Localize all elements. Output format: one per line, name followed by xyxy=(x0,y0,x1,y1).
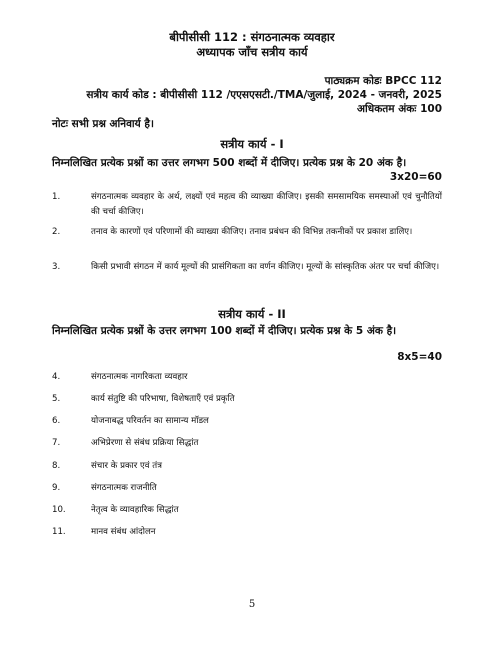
question-text: किसी प्रभावी संगठन में कार्य मूल्यों की प्रासंगिकता का वर्णन कीजिए। मूल्यों के सांस्कृतिक अंतर पर चर्चा कीजिए। xyxy=(91,262,440,272)
page-number: 5 xyxy=(248,599,256,610)
assignment-title: अध्यापक जाँच सत्रीय कार्य xyxy=(196,45,308,59)
question-3 xyxy=(52,260,442,275)
section-2-marks: 8x5=40 xyxy=(397,351,442,363)
question-text: अभिप्रेरणा से संबंध प्रक्रिया सिद्धांत xyxy=(91,438,199,448)
question-number: 11. xyxy=(52,527,66,537)
question-5 xyxy=(52,392,442,407)
question-6 xyxy=(52,414,442,429)
question-7 xyxy=(52,436,442,451)
section-1-marks: 3x20=60 xyxy=(389,171,442,183)
question-11 xyxy=(52,525,442,540)
question-8 xyxy=(52,459,442,474)
question-text: मानव संबंध आंदोलन xyxy=(91,527,156,537)
question-2 xyxy=(52,225,442,240)
section-1-title: सत्रीय कार्य - I xyxy=(220,137,284,151)
course-title: बीपीसीसी 112 : संगठनात्मक व्यवहार xyxy=(169,30,335,44)
question-number: 6. xyxy=(52,416,61,426)
question-text: संगठनात्मक व्यवहार के अर्थ, लक्ष्यों एवं महत्व की व्याख्या कीजिए। इसकी समसामयिक समस्याओं एवं चुनौतियों की चर्चा कीजिए। xyxy=(91,192,442,217)
note: नोटः सभी प्रश्न अनिवार्य है। xyxy=(52,118,154,130)
question-number: 3. xyxy=(52,262,61,272)
question-text: नेतृत्व के व्यावहारिक सिद्धांत xyxy=(91,505,179,515)
question-text: योजनाबद्ध परिवर्तन का सामान्य मॉडल xyxy=(91,416,209,426)
question-text: तनाव के कारणों एवं परिणामों की व्याख्या कीजिए। तनाव प्रबंधन की विभिन्न तकनीकों पर प्रकाश डालिए। xyxy=(91,227,413,237)
question-text: कार्य संतुष्टि की परिभाषा, विशेषताएँ एवं प्रकृति xyxy=(91,394,235,404)
question-number: 5. xyxy=(52,394,61,404)
question-4 xyxy=(52,370,442,385)
question-text: संगठनात्मक नागरिकता व्यवहार xyxy=(91,372,188,382)
question-number: 8. xyxy=(52,461,61,471)
question-number: 9. xyxy=(52,483,61,493)
question-number: 4. xyxy=(52,372,61,382)
max-marks: अधिकतम अंकः 100 xyxy=(357,103,442,115)
question-text: संचार के प्रकार एवं तंत्र xyxy=(91,461,162,471)
question-10 xyxy=(52,503,442,518)
question-1 xyxy=(52,190,442,219)
section-1-instruction: निम्नलिखित प्रत्येक प्रश्नों का उत्तर लगभग 500 शब्दों में दीजिए। प्रत्येक प्रश्न के 20 अंक है। xyxy=(52,157,407,169)
question-number: 7. xyxy=(52,438,61,448)
course-code: पाठ्यक्रम कोडः BPCC 112 xyxy=(324,75,442,87)
section-2-title: सत्रीय कार्य - II xyxy=(218,307,286,321)
question-number: 10. xyxy=(52,505,66,515)
question-number: 2. xyxy=(52,227,61,237)
assignment-code: सत्रीय कार्य कोड : बीपीसीसी 112 /एएसएसटी./TMA/जुलाई, 2024 - जनवरी, 2025 xyxy=(86,89,442,101)
section-2-instruction: निम्नलिखित प्रत्येक प्रश्नों के उत्तर लगभग 100 शब्दों में दीजिए। प्रत्येक प्रश्न के 5 अंक है। xyxy=(52,325,397,337)
question-text: संगठनात्मक राजनीति xyxy=(91,483,157,493)
question-9 xyxy=(52,481,442,496)
question-number: 1. xyxy=(52,192,61,202)
